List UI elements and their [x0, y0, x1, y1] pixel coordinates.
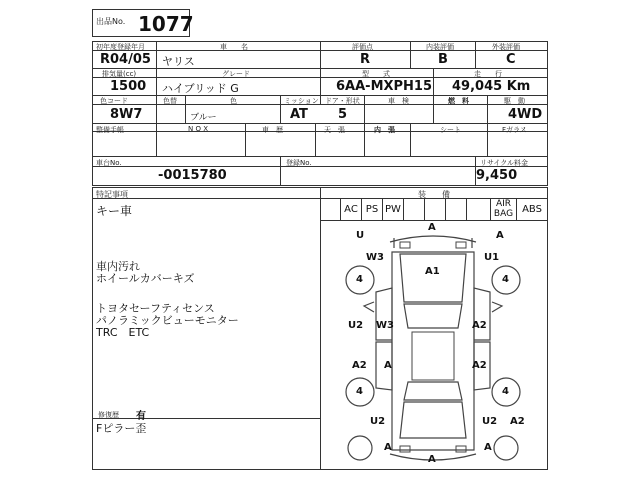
damage-rear-left-a2: A2 — [352, 360, 367, 371]
damage-left-side-u2: U2 — [348, 320, 364, 331]
first-registration-value: R04/05 — [100, 52, 151, 67]
color-value: ブルー — [190, 113, 217, 123]
evaluation-score-header: 評価点 — [352, 43, 373, 51]
car-name-value: ヤリス — [162, 55, 195, 68]
model-code-header: 型 式 — [362, 70, 390, 78]
special-notes-header: 特記事項 — [96, 190, 128, 199]
note-line-2: ホイールカバーキズ — [96, 272, 195, 285]
headliner-header: 天 張 — [324, 126, 345, 134]
displacement-value: 1500 — [110, 79, 147, 94]
tire-front-left: 4 — [356, 274, 363, 285]
damage-left-side-w3: W3 — [376, 320, 394, 331]
damage-rear-u2-right: U2 — [482, 416, 498, 427]
grade-value: ハイブリッド G — [162, 82, 239, 95]
lot-number: 1077 — [138, 12, 194, 36]
color-code-value: 8W7 — [110, 107, 143, 122]
repaint-header: 色替 — [163, 97, 177, 105]
exterior-rating-header: 外装評価 — [492, 43, 520, 51]
exterior-rating-value: C — [506, 52, 516, 67]
tire-front-right: 4 — [502, 274, 509, 285]
equip-ac: AC — [344, 204, 358, 215]
damage-bottom-center: A — [428, 454, 436, 465]
note-line-1: 車内汚れ — [96, 260, 140, 273]
damage-bottom-left: A — [384, 442, 392, 453]
recycle-fee-header: リサイクル料金 — [480, 159, 529, 167]
damage-right-side-a2: A2 — [472, 320, 487, 331]
maintenance-record-header: 整備手帳 — [96, 126, 124, 134]
chassis-number-header: 車台No. — [96, 159, 122, 167]
repair-history-header: 修復歴 — [98, 411, 119, 419]
damage-u1-top: U1 — [484, 252, 500, 263]
note-key: キー車 — [96, 204, 133, 218]
interior-rating-value: B — [438, 52, 448, 67]
tire-rear-left: 4 — [356, 386, 363, 397]
equip-airbag: AIR BAG — [493, 199, 514, 219]
equip-abs: ABS — [522, 204, 542, 215]
damage-rear-left-a: A — [384, 360, 392, 371]
fuel-header: 燃 料 — [448, 97, 469, 105]
damage-rear-a2-right: A2 — [510, 416, 525, 427]
repair-history-value: 有 — [136, 411, 146, 422]
drive-header: 駆 動 — [504, 97, 525, 105]
grade-header: グレード — [222, 70, 250, 78]
model-code-value: 6AA-MXPH15 — [336, 79, 433, 94]
chassis-number-value: -0015780 — [158, 168, 227, 183]
displacement-header: 排気量(cc) — [102, 70, 137, 78]
equipment-header: 装 備 — [418, 190, 450, 199]
damage-rear-right-a2: A2 — [472, 360, 487, 371]
registration-number-header: 登録No. — [286, 159, 312, 167]
color-code-header: 色コード — [100, 97, 128, 105]
interior-rating-header: 内装評価 — [426, 43, 454, 51]
car-diagram — [320, 220, 548, 470]
door-shape-header: ドア・形状 — [325, 97, 360, 105]
inspection-header: 車 検 — [388, 97, 409, 105]
damage-front-center: A — [428, 222, 436, 233]
first-registration-header: 初年度登録年月 — [96, 43, 145, 51]
equip-ps: PS — [365, 204, 379, 215]
evaluation-score-value: R — [360, 52, 371, 67]
damage-front-left: U — [356, 230, 365, 241]
door-shape-value: 5 — [338, 107, 348, 122]
transmission-header: ミッション — [284, 97, 319, 105]
vehicle-history-header: 車 歴 — [262, 126, 283, 134]
transmission-value: AT — [290, 107, 308, 122]
recycle-fee-value: 9,450 — [476, 168, 518, 183]
lot-number-label: 出品No. — [96, 17, 126, 26]
damage-hood: A1 — [425, 266, 440, 277]
note-line-3: トヨタセーフティセンス — [96, 302, 215, 315]
tire-rear-right: 4 — [502, 386, 509, 397]
mileage-value: 49,045 Km — [452, 79, 531, 94]
drive-value: 4WD — [508, 107, 543, 122]
front-glass-header: Fガラス — [502, 126, 527, 134]
color-header: 色 — [230, 97, 237, 105]
note-line-4: パノラミックビューモニター — [96, 314, 239, 327]
equip-pw: PW — [385, 204, 401, 215]
car-name-header: 車 名 — [220, 43, 248, 51]
damage-bottom-right: A — [484, 442, 492, 453]
damage-w3-top: W3 — [366, 252, 384, 263]
seat-header: シート — [440, 126, 461, 134]
note-line-5: TRC ETC — [96, 326, 150, 339]
repair-detail: Fピラー歪 — [96, 422, 147, 435]
damage-front-right: A — [496, 230, 504, 241]
mileage-header: 走 行 — [474, 70, 502, 78]
damage-rear-u2-left: U2 — [370, 416, 386, 427]
nox-header: N O X — [188, 125, 208, 133]
interior-trim-header: 内 張 — [374, 126, 395, 134]
